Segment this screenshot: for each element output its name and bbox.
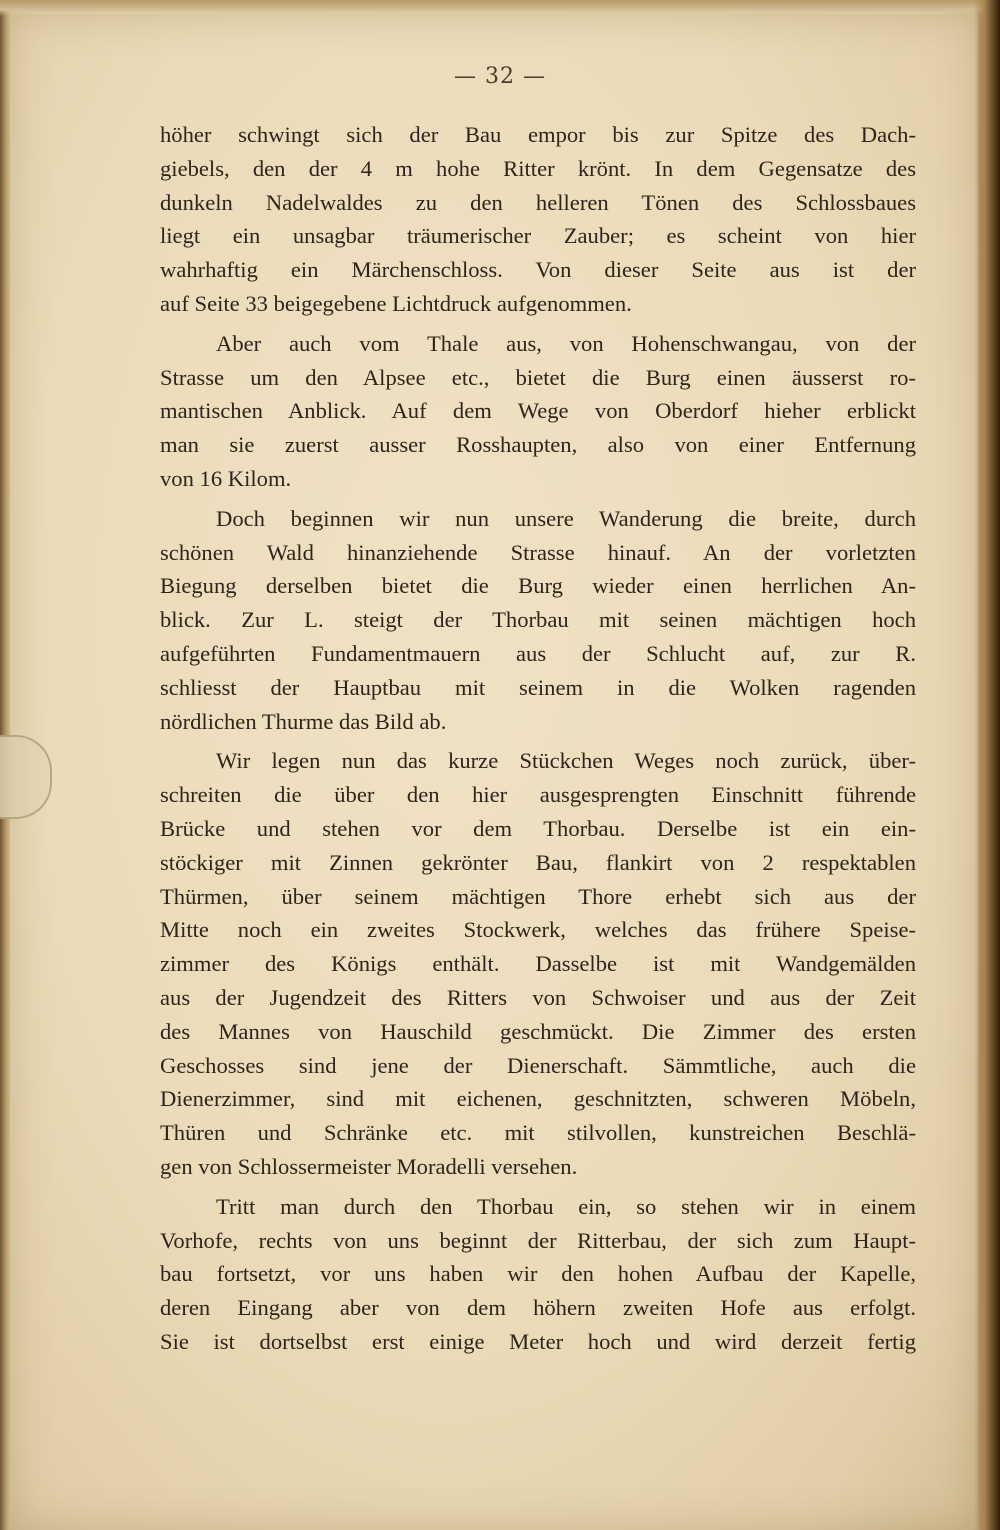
text-line: schönen Wald hinanziehende Strasse hinauf. An der vorletzten bbox=[160, 539, 916, 565]
text-line: Biegung derselben bietet die Burg wieder einen herrlichen An- bbox=[160, 573, 916, 599]
text-line: mantischen Anblick. Auf dem Wege von Oberdorf hieher erblickt bbox=[160, 398, 916, 424]
text-line: liegt ein unsagbar träumerischer Zauber; es scheint von hier bbox=[160, 223, 916, 249]
text-line: nördlichen Thurme das Bild ab. bbox=[160, 708, 447, 734]
text-line: Thürmen, über seinem mächtigen Thore erhebt sich aus der bbox=[160, 883, 916, 909]
paragraph-1 bbox=[160, 118, 916, 321]
text-line: blick. Zur L. steigt der Thorbau mit seinen mächtigen hoch bbox=[160, 607, 916, 633]
paragraph-2 bbox=[160, 327, 916, 496]
text-line: des Mannes von Hauschild geschmückt. Die Zimmer des ersten bbox=[160, 1018, 916, 1044]
text-line: schliesst der Hauptbau mit seinem in die Wolken ragenden bbox=[160, 674, 916, 700]
text-line: auf Seite 33 beigegebene Lichtdruck aufgenommen. bbox=[160, 290, 632, 316]
text-line: deren Eingang aber von dem höhern zweiten Hofe aus erfolgt. bbox=[160, 1295, 916, 1321]
text-line: Aber auch vom Thale aus, von Hohenschwangau, von der bbox=[216, 330, 916, 356]
book-binding-edge bbox=[974, 0, 1000, 1530]
text-line: Geschosses sind jene der Dienerschaft. Sämmtliche, auch die bbox=[160, 1052, 916, 1078]
text-line: Strasse um den Alpsee etc., bietet die Burg einen äusserst ro- bbox=[160, 364, 916, 390]
text-line: Mitte noch ein zweites Stockwerk, welches das frühere Speise- bbox=[160, 917, 916, 943]
text-line: schreiten die über den hier ausgesprengten Einschnitt führende bbox=[160, 782, 916, 808]
text-line: dunkeln Nadelwaldes zu den helleren Tönen des Schlossbaues bbox=[160, 189, 916, 215]
text-line: wahrhaftig ein Märchenschloss. Von dieser Seite aus ist der bbox=[160, 257, 916, 283]
text-line: Wir legen nun das kurze Stückchen Weges noch zurück, über- bbox=[216, 748, 916, 774]
text-line: Brücke und stehen vor dem Thorbau. Derselbe ist ein ein- bbox=[160, 815, 916, 841]
text-line: von 16 Kilom. bbox=[160, 465, 292, 491]
text-line: zimmer des Königs enthält. Dasselbe ist mit Wandgemälden bbox=[160, 951, 916, 977]
top-page-edge bbox=[0, 0, 1000, 16]
text-line: höher schwingt sich der Bau empor bis zur Spitze des Dach- bbox=[160, 122, 916, 147]
text-line: Tritt man durch den Thorbau ein, so stehen wir in einem bbox=[216, 1193, 916, 1219]
paragraph-3 bbox=[160, 502, 916, 739]
text-line: Thüren und Schränke etc. mit stilvollen, kunstreichen Beschlä- bbox=[160, 1120, 916, 1146]
text-line: man sie zuerst ausser Rosshaupten, also von einer Entfernung bbox=[160, 432, 916, 458]
text-line: aus der Jugendzeit des Ritters von Schwoiser und aus der Zeit bbox=[160, 984, 916, 1010]
text-line: aufgeführten Fundamentmauern aus der Schlucht auf, zur R. bbox=[160, 640, 916, 666]
text-line: Vorhofe, rechts von uns beginnt der Ritterbau, der sich zum Haupt- bbox=[160, 1227, 916, 1253]
body-text bbox=[160, 118, 916, 1359]
page-number: — 32 — bbox=[454, 64, 546, 89]
text-line: Doch beginnen wir nun unsere Wanderung die breite, durch bbox=[216, 505, 916, 531]
text-line: Dienerzimmer, sind mit eichenen, geschnitzten, schweren Möbeln, bbox=[160, 1086, 916, 1112]
text-line: gen von Schlossermeister Moradelli versehen. bbox=[160, 1153, 578, 1179]
paragraph-5 bbox=[160, 1190, 916, 1359]
text-line: stöckiger mit Zinnen gekrönter Bau, flankirt von 2 respektablen bbox=[160, 849, 916, 875]
text-line: Sie ist dortselbst erst einige Meter hoch und wird derzeit fertig bbox=[160, 1328, 916, 1354]
text-line: bau fortsetzt, vor uns haben wir den hohen Aufbau der Kapelle, bbox=[160, 1261, 916, 1287]
paragraph-4 bbox=[160, 744, 916, 1183]
text-line: giebels, den der 4 m hohe Ritter krönt. In dem Gegensatze des bbox=[160, 155, 916, 181]
